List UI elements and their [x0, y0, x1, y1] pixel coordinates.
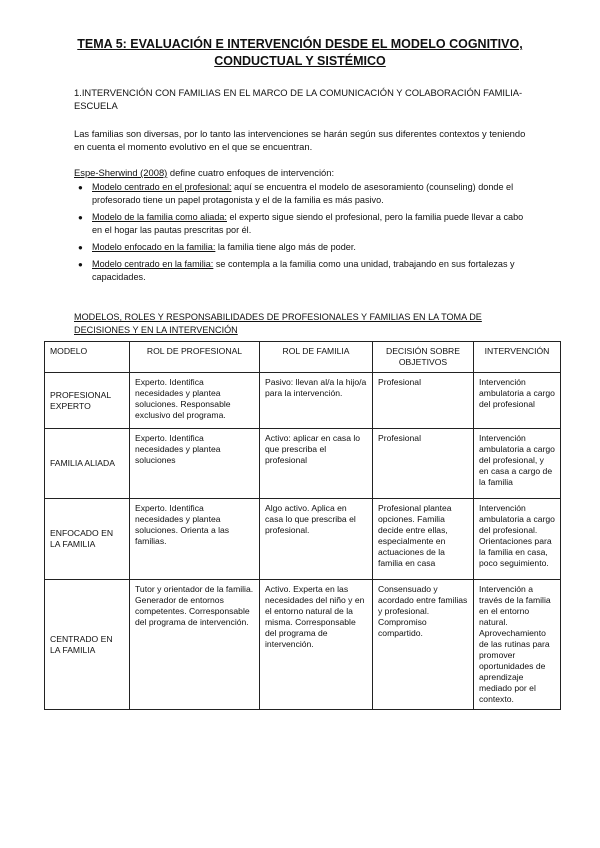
cell-professional-role: Tutor y orientador de la familia. Generador de entornos competentes. Corresponsable del programa de intervención.: [130, 580, 260, 710]
cell-intervention: Intervención ambulatoria a cargo del profesional: [474, 373, 561, 429]
approach-term: Modelo de la familia como aliada:: [92, 212, 227, 222]
approach-term: Modelo enfocado en la familia:: [92, 242, 216, 252]
approach-item: [74, 258, 534, 284]
table-header-row: [45, 342, 561, 373]
cell-intervention: Intervención ambulatoria a cargo del profesional, y en casa a cargo de la familia: [474, 429, 561, 499]
header-family-role: ROL DE FAMILIA: [260, 342, 373, 373]
cell-family-role: Pasivo: llevan al/a la hijo/a para la intervención.: [260, 373, 373, 429]
cell-objectives-decision: Consensuado y acordado entre familias y profesional. Compromiso compartido.: [373, 580, 474, 710]
cell-model: ENFOCADO EN LA FAMILIA: [45, 499, 130, 580]
table-row: [45, 499, 561, 580]
header-professional-role: ROL DE PROFESIONAL: [130, 342, 260, 373]
approach-item: [74, 181, 534, 207]
cell-objectives-decision: Profesional: [373, 429, 474, 499]
cell-model: CENTRADO EN LA FAMILIA: [45, 580, 130, 710]
cell-professional-role: Experto. Identifica necesidades y plantea soluciones. Responsable exclusivo del programa.: [130, 373, 260, 429]
cell-family-role: Algo activo. Aplica en casa lo que prescriba el profesional.: [260, 499, 373, 580]
section-heading: 1.INTERVENCIÓN CON FAMILIAS EN EL MARCO DE LA COMUNICACIÓN Y COLABORACIÓN FAMILIA-ESCUELA: [74, 87, 523, 111]
approaches-intro-text: define cuatro enfoques de intervención:: [167, 167, 335, 178]
header-model: MODELO: [45, 342, 130, 373]
cell-model: FAMILIA ALIADA: [45, 429, 130, 499]
table-row: [45, 429, 561, 499]
table-row: [45, 580, 561, 710]
cell-family-role: Activo. Experta en las necesidades del niño y en el entorno natural de la misma. Corresponsable del programa de intervención.: [260, 580, 373, 710]
approach-term: Modelo centrado en el profesional:: [92, 182, 232, 192]
cell-professional-role: Experto. Identifica necesidades y plantea soluciones: [130, 429, 260, 499]
cell-model: PROFESIONAL EXPERTO: [45, 373, 130, 429]
cell-objectives-decision: Profesional plantea opciones. Familia decide entre ellas, especialmente en actuaciones de la familia en casa: [373, 499, 474, 580]
approach-description: aquí se encuentra el modelo de asesoramiento (counseling) donde el profesorado tiene un papel protagonista y el de la familia es más pasivo.: [92, 182, 514, 205]
header-objectives-decision: DECISIÓN SOBRE OBJETIVOS: [373, 342, 474, 373]
approach-description: el experto sigue siendo el profesional, pero la familia puede llevar a cabo en el hogar las pautas prescritas por él.: [92, 212, 524, 235]
table-caption: MODELOS, ROLES Y RESPONSABILIDADES DE PROFESIONALES Y FAMILIAS EN LA TOMA DE DECISIONES Y EN LA INTERVENCIÓN: [74, 312, 482, 335]
models-roles-table: [44, 341, 561, 710]
cell-family-role: Activo: aplicar en casa lo que prescriba el profesional: [260, 429, 373, 499]
header-intervention: INTERVENCIÓN: [474, 342, 561, 373]
approach-description: la familia tiene algo más de poder.: [215, 242, 356, 252]
document-title: TEMA 5: EVALUACIÓN E INTERVENCIÓN DESDE EL MODELO COGNITIVO, CONDUCTUAL Y SISTÉMICO: [77, 37, 523, 68]
approaches-list: [74, 181, 534, 288]
table-row: [45, 373, 561, 429]
approach-description: se contempla a la familia como una unidad, trabajando en sus fortalezas y capacidades.: [92, 259, 515, 282]
citation: Espe-Sherwind (2008): [74, 167, 168, 178]
intro-paragraph: Las familias son diversas, por lo tanto las intervenciones se harán según sus diferentes contextos y teniendo en cuenta el momento evolutivo en el que se encuentran.: [74, 128, 526, 152]
cell-objectives-decision: Profesional: [373, 373, 474, 429]
cell-professional-role: Experto. Identifica necesidades y plantea soluciones. Orienta a las familias.: [130, 499, 260, 580]
approach-item: [74, 241, 534, 254]
approaches-intro: [74, 166, 334, 179]
cell-intervention: Intervención ambulatoria a cargo del profesional. Orientaciones para la familia en casa, poco seguimiento.: [474, 499, 561, 580]
approach-term: Modelo centrado en la familia:: [92, 259, 214, 269]
approach-item: [74, 211, 534, 237]
cell-intervention: Intervención a través de la familia en el entorno natural. Aprovechamiento de las rutinas para promover oportunidades de aprendizaje mediado por el contexto.: [474, 580, 561, 710]
